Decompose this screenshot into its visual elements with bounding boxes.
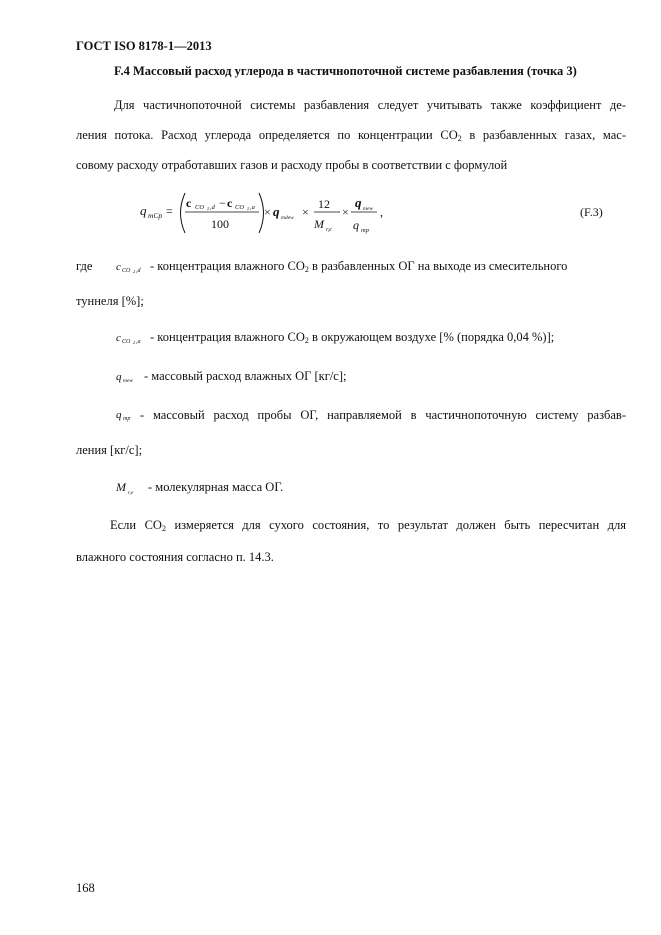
where-def-4: - массовый расход пробы ОГ, направляемой в частичнопоточную систему разбав- (140, 408, 626, 422)
page-number: 168 (76, 881, 95, 895)
formula-comma: , (380, 205, 383, 219)
intro-line-3: совому расходу отработавших газов и расходу пробы в соответствии с формулой (76, 158, 508, 172)
a-sub: ,a (250, 204, 255, 211)
molar-mass-sub: r,e (326, 227, 332, 233)
times-3: × (342, 205, 349, 219)
where-def-4-cont: ления [кг/с]; (76, 443, 143, 457)
q-mp-den: q (353, 218, 359, 232)
q-mdew: q (273, 204, 280, 219)
mew-sub: mew (363, 206, 374, 212)
where-def-3: - массовый расход влажных ОГ [кг/с]; (144, 369, 347, 383)
where-co2-d: CO (122, 268, 131, 274)
where-co2-a-2: 2 (133, 340, 136, 345)
where-c-d-symbol: c (116, 261, 121, 273)
intro-line-1: Для частичнопоточной системы разбавления следует учитывать также коэффициент де- (114, 98, 626, 112)
co2-2-sub-a: 2 (247, 206, 250, 211)
mdew-sub: mdew (281, 215, 294, 221)
document-header: ГОСТ ISO 8178-1—2013 (76, 39, 212, 53)
d-sub: ,d (210, 204, 215, 211)
formula-number: (F.3) (580, 205, 603, 219)
c-symbol-d: c (186, 196, 192, 210)
c-symbol-a: c (227, 196, 233, 210)
where-d: ,d (136, 268, 141, 274)
where-def-1-cont: туннеля [%]; (76, 294, 144, 308)
co2-sub-a: CO (235, 204, 245, 211)
formula-lhs-sub: mCp (148, 211, 163, 220)
co2-2-sub-d: 2 (207, 206, 210, 211)
molar-mass-symbol: M (314, 217, 324, 231)
where-def-5: - молекулярная масса ОГ. (148, 480, 284, 494)
left-paren (181, 193, 186, 233)
section-title: F.4 Массовый расход углерода в частичнопоточной системе разбавления (точка 3) (114, 64, 577, 78)
where-M-sub: r,e (128, 490, 134, 496)
where-c-a-symbol: c (116, 332, 121, 344)
denominator-100: 100 (211, 217, 229, 231)
where-q-mew: q (116, 371, 122, 383)
closing-line-1: Если $CO_2$ измеряется для сухого состояния, то результат должен быть пересчитан для (110, 518, 626, 533)
where-co2-d-2: 2 (133, 269, 136, 274)
where-def-2: - концентрация влажного $CO_2$ в окружающем воздухе [% (порядка 0,04 %)]; (150, 330, 555, 345)
where-label: где (76, 259, 93, 273)
co2-sub-d: CO (195, 204, 205, 211)
numerator-12: 12 (318, 197, 330, 211)
times-1: × (264, 205, 271, 219)
where-a: ,a (136, 339, 141, 345)
where-co2-a: CO (122, 339, 131, 345)
closing-line-2: влажного состояния согласно п. 14.3. (76, 550, 274, 564)
q-mew-num: q (355, 195, 362, 210)
where-q-mew-sub: mew (123, 378, 134, 384)
intro-line-2: ления потока. Расход углерода определяется по концентрации $CO_2$ в разбавленных газах, мас- (76, 128, 627, 143)
formula-equals: = (166, 204, 173, 218)
right-paren (259, 193, 264, 233)
times-2: × (302, 205, 309, 219)
where-q-mp: q (116, 409, 122, 421)
where-def-1: - концентрация влажного $CO_2$ в разбавленных ОГ на выходе из смесительного (150, 259, 568, 274)
minus-sign: − (219, 196, 226, 210)
formula-lhs: q (140, 203, 147, 218)
where-q-mp-sub: mp (123, 416, 131, 422)
mp-sub: mp (361, 227, 369, 234)
where-M: M (116, 480, 126, 494)
